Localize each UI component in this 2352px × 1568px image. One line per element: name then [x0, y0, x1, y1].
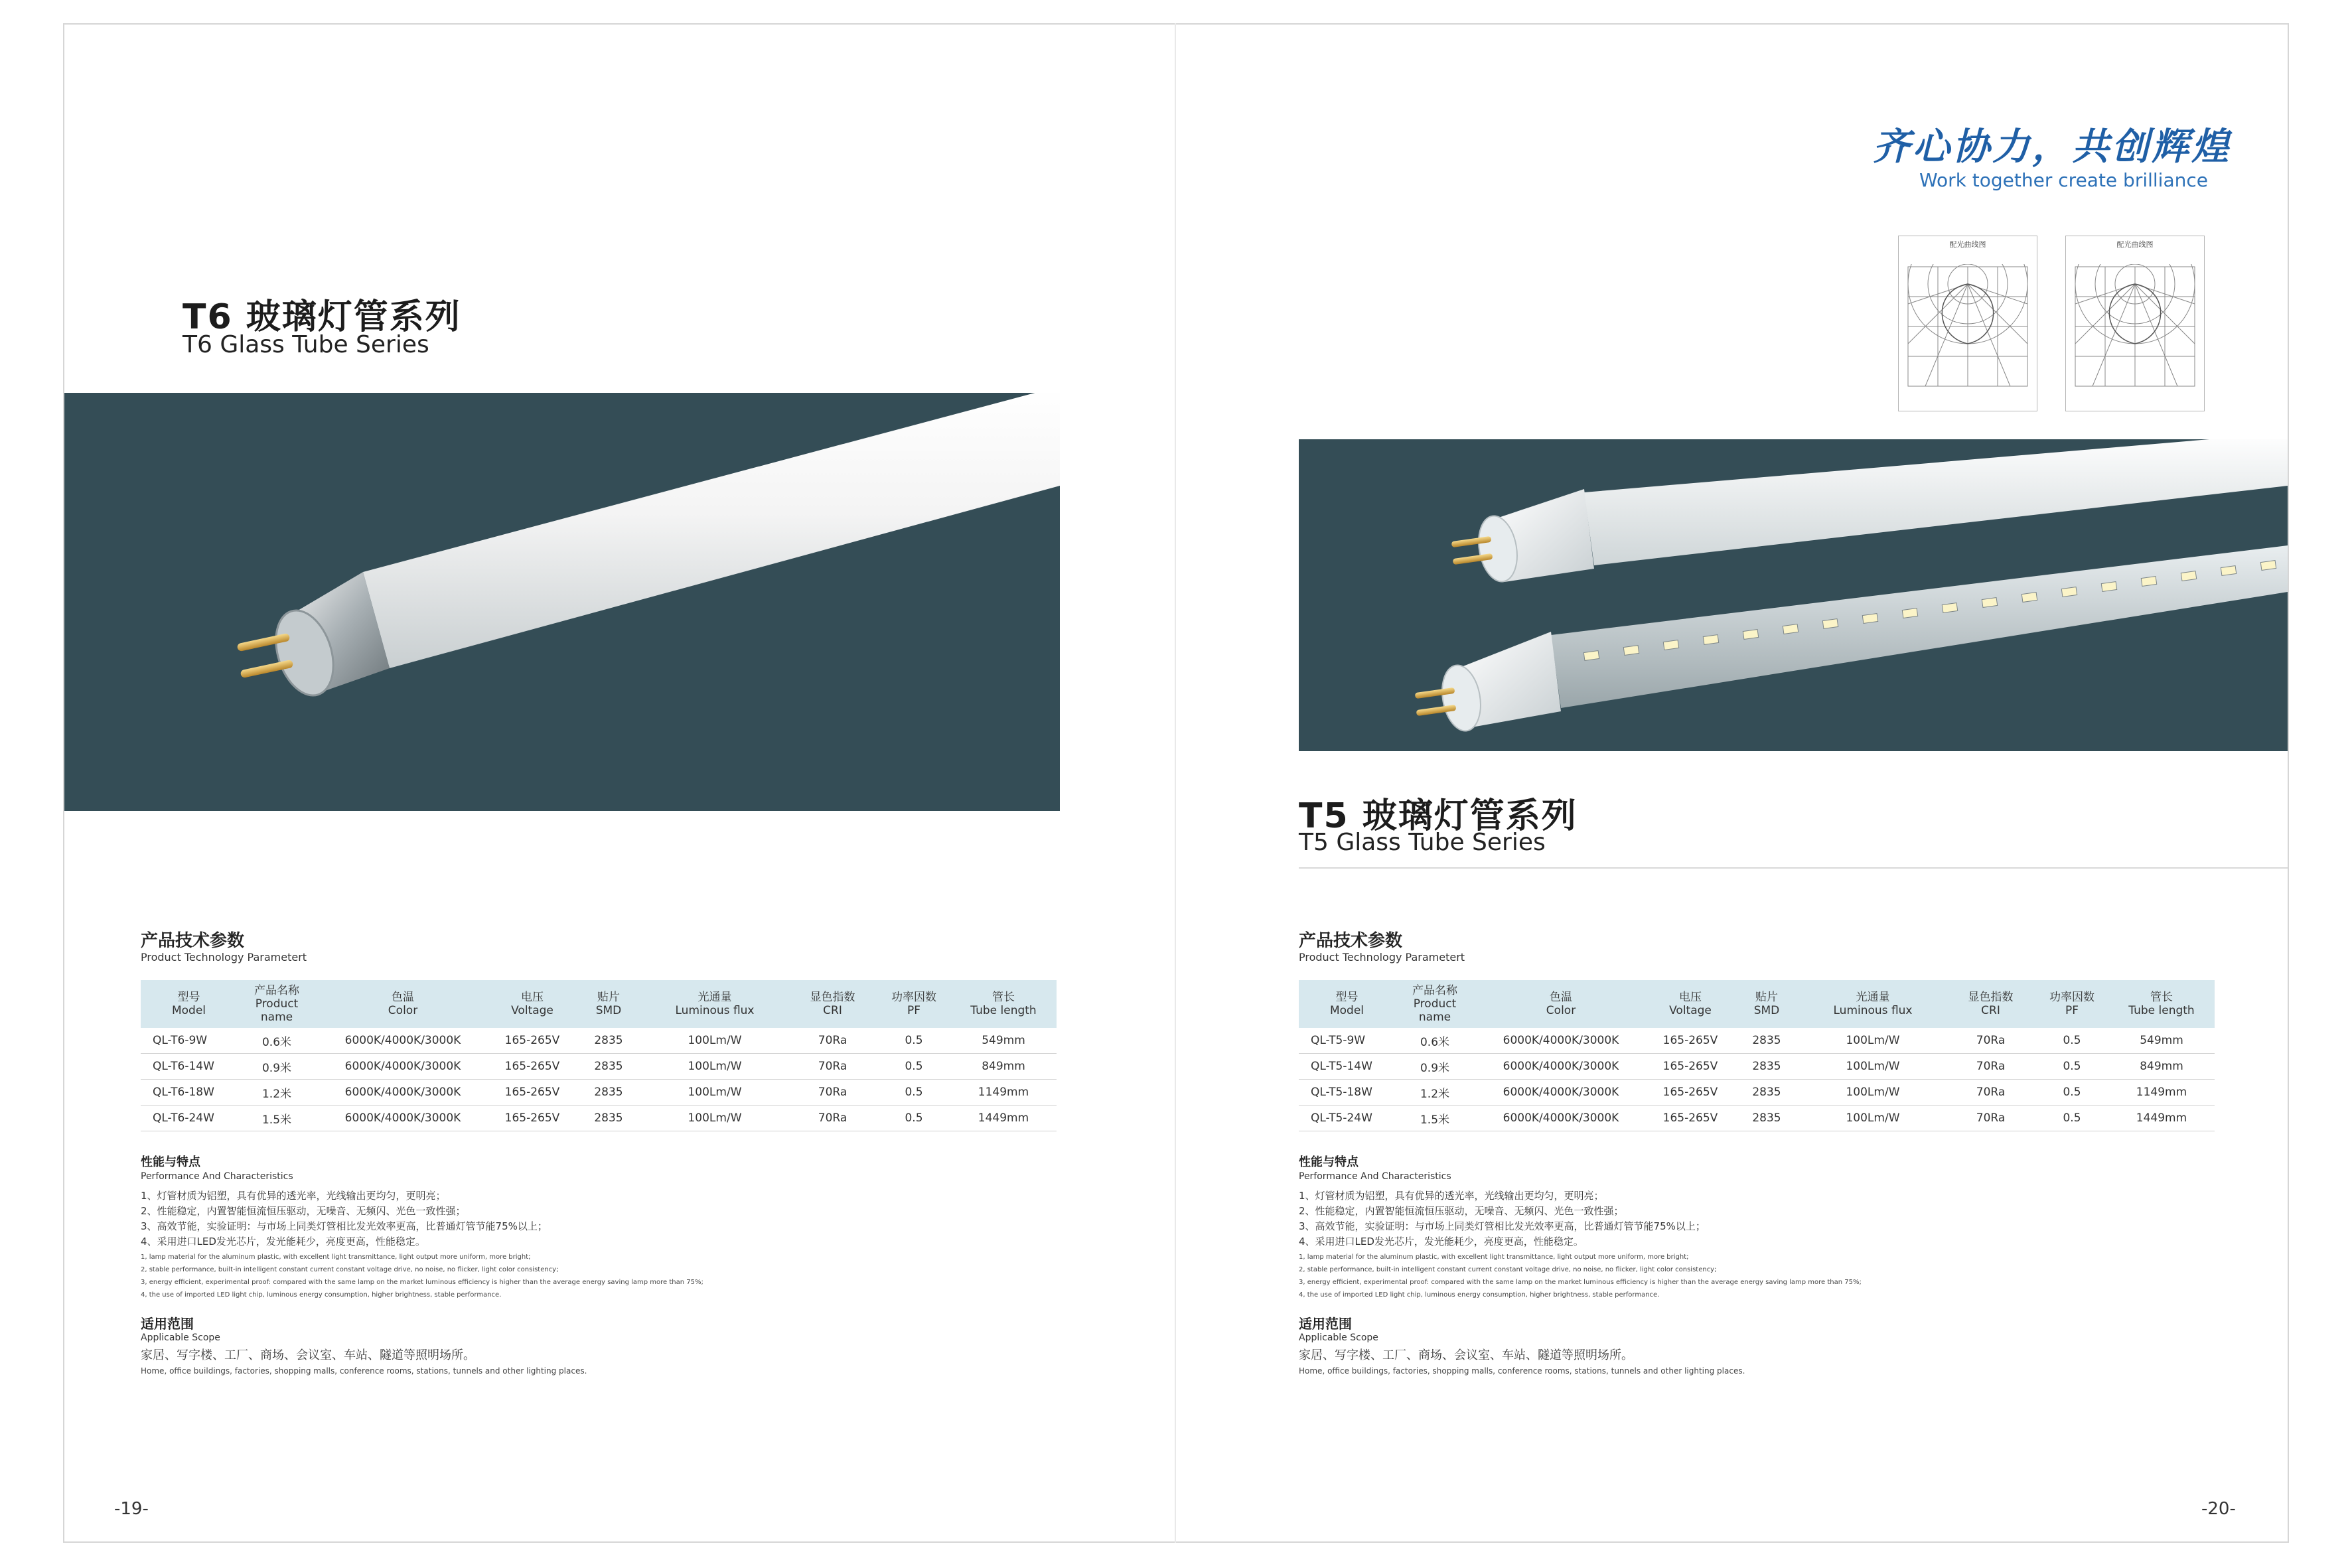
feature-en-line: 4, the use of imported LED light chip, luminous energy consumption, higher brightness, stable performance.: [141, 1291, 502, 1299]
t6-title-cn: T6 玻璃灯管系列: [183, 297, 461, 337]
feature-en-line: 1, lamp material for the aluminum plastic, with excellent light transmittance, light output more uniform, more bright;: [141, 1253, 531, 1261]
header-cn: 电压: [1679, 991, 1702, 1004]
table-cell: 165-265V: [1647, 1105, 1733, 1131]
table-cell: 1449mm: [2108, 1105, 2215, 1131]
table-header-cell: [1299, 980, 1395, 1028]
feature-cn-line: 1、灯管材质为铝塑，具有优异的透光率，光线输出更均匀，更明亮；: [1299, 1190, 1604, 1202]
feature-en-line: 2, stable performance, built-in intelligent constant current constant voltage drive, no noise, no flicker, light color consistency;: [1299, 1266, 1717, 1273]
scope-title-en: Applicable Scope: [141, 1332, 220, 1343]
t5-param-title-cn: 产品技术参数: [1299, 931, 1403, 951]
t6-product-photo: [64, 393, 1060, 811]
header-en: Color: [388, 1004, 418, 1017]
table-header-row: [1299, 980, 2215, 1028]
table-header-cell: [877, 980, 950, 1028]
table-row: [1299, 1054, 2215, 1080]
slogan-en: Work together create brilliance: [1919, 169, 2208, 191]
header-en: Voltage: [1669, 1004, 1712, 1017]
t6-param-title-en: Product Technology Parametert: [141, 951, 307, 963]
header-cn: 产品名称: [1412, 984, 1457, 997]
header-cn: 管长: [992, 991, 1015, 1004]
table-cell: 70Ra: [788, 1028, 877, 1054]
table-cell: 100Lm/W: [642, 1028, 788, 1054]
table-cell: 6000K/4000K/3000K: [1475, 1105, 1647, 1131]
table-cell: 2835: [575, 1054, 642, 1080]
header-en: PF: [2065, 1004, 2079, 1017]
table-cell: 165-265V: [489, 1028, 575, 1054]
feature-cn-line: 2、性能稳定，内置智能恒流恒压驱动，无噪音、无频闪、光色一致性强；: [141, 1205, 466, 1217]
table-cell: 165-265V: [1647, 1054, 1733, 1080]
table-cell: 0.5: [877, 1054, 950, 1080]
header-cn: 型号: [1335, 991, 1359, 1004]
title-divider: [1299, 867, 2288, 869]
polar-title: 配光曲线图: [1949, 240, 1986, 249]
scope-text-cn: 家居、写字楼、工厂、商场、会议室、车站、隧道等照明场所。: [1299, 1348, 1633, 1362]
table-header-cell: [950, 980, 1057, 1028]
table-cell: QL-T5-9W: [1299, 1028, 1395, 1054]
header-cn: 管长: [2150, 991, 2173, 1004]
feature-en-line: 1, lamp material for the aluminum plastic, with excellent light transmittance, light output more uniform, more bright;: [1299, 1253, 1689, 1261]
table-cell: 165-265V: [489, 1105, 575, 1131]
table-cell: 1.2米: [1395, 1080, 1475, 1105]
table-cell: QL-T6-9W: [141, 1028, 237, 1054]
table-cell: 0.9米: [237, 1054, 317, 1080]
table-cell: 0.6米: [1395, 1028, 1475, 1054]
feature-en-line: 3, energy efficient, experimental proof: compared with the same lamp on the market luminous efficiency is higher than the average energy saving lamp more than 75%;: [141, 1279, 703, 1286]
table-cell: 100Lm/W: [642, 1054, 788, 1080]
table-cell: QL-T5-14W: [1299, 1054, 1395, 1080]
table-cell: 0.5: [2035, 1028, 2108, 1054]
table-cell: 0.9米: [1395, 1054, 1475, 1080]
t5-param-title-en: Product Technology Parametert: [1299, 951, 1465, 963]
page-left: [64, 25, 1175, 1541]
header-en: PF: [907, 1004, 921, 1017]
table-cell: 0.5: [2035, 1105, 2108, 1131]
table-cell: 6000K/4000K/3000K: [317, 1028, 489, 1054]
scope-text-en: Home, office buildings, factories, shopping malls, conference rooms, stations, tunnels and other lighting places.: [1299, 1366, 1745, 1376]
table-cell: 165-265V: [489, 1080, 575, 1105]
table-header-cell: [642, 980, 788, 1028]
table-header-cell: [1475, 980, 1647, 1028]
feature-cn-line: 4、采用进口LED发光芯片，发光能耗少，亮度更高，性能稳定。: [1299, 1236, 1583, 1247]
table-cell: 6000K/4000K/3000K: [317, 1080, 489, 1105]
polar-title: 配光曲线图: [2116, 240, 2154, 249]
table-cell: 0.5: [877, 1105, 950, 1131]
table-cell: 70Ra: [1946, 1080, 2035, 1105]
header-cn: 色温: [1550, 991, 1572, 1004]
table-cell: 1449mm: [950, 1105, 1057, 1131]
table-row: [1299, 1028, 2215, 1054]
header-en: Model: [1329, 1004, 1364, 1017]
features-title-cn: 性能与特点: [141, 1155, 200, 1169]
table-cell: 6000K/4000K/3000K: [1475, 1054, 1647, 1080]
header-en: Tube length: [970, 1004, 1037, 1017]
table-cell: 549mm: [950, 1028, 1057, 1054]
feature-en-line: 2, stable performance, built-in intelligent constant current constant voltage drive, no noise, no flicker, light color consistency;: [141, 1266, 559, 1273]
feature-cn-line: 1、灯管材质为铝塑，具有优异的透光率，光线输出更均匀，更明亮；: [141, 1190, 446, 1202]
table-cell: 6000K/4000K/3000K: [1475, 1028, 1647, 1054]
table-cell: 6000K/4000K/3000K: [1475, 1080, 1647, 1105]
feature-cn-line: 4、采用进口LED发光芯片，发光能耗少，亮度更高，性能稳定。: [141, 1236, 425, 1247]
polar-grid: [1905, 264, 2030, 389]
table-cell: 1.5米: [237, 1105, 317, 1131]
table-cell: 1.5米: [1395, 1105, 1475, 1131]
light-distribution-chart-1: [1898, 236, 2037, 411]
table-cell: 100Lm/W: [1800, 1080, 1946, 1105]
table-cell: 0.5: [877, 1080, 950, 1105]
features-title-cn: 性能与特点: [1299, 1155, 1359, 1169]
table-cell: 1149mm: [2108, 1080, 2215, 1105]
table-header-cell: [489, 980, 575, 1028]
table-cell: 2835: [1733, 1028, 1800, 1054]
table-cell: 70Ra: [788, 1054, 877, 1080]
header-cn: 产品名称: [254, 984, 299, 997]
t5-title-en: T5 Glass Tube Series: [1299, 829, 1546, 856]
header-cn: 功率因数: [2049, 991, 2095, 1004]
table-header-cell: [317, 980, 489, 1028]
table-cell: 0.5: [877, 1028, 950, 1054]
table-header-cell: [1800, 980, 1946, 1028]
table-cell: 70Ra: [788, 1105, 877, 1131]
table-cell: 165-265V: [489, 1054, 575, 1080]
table-cell: 1149mm: [950, 1080, 1057, 1105]
table-cell: 2835: [575, 1080, 642, 1105]
table-header-cell: [1395, 980, 1475, 1028]
header-en: CRI: [1981, 1004, 2000, 1017]
feature-en-line: 3, energy efficient, experimental proof: compared with the same lamp on the market luminous efficiency is higher than the average energy saving lamp more than 75%;: [1299, 1279, 1862, 1286]
table-cell: 6000K/4000K/3000K: [317, 1105, 489, 1131]
table-cell: 0.5: [2035, 1054, 2108, 1080]
table-cell: 165-265V: [1647, 1080, 1733, 1105]
table-header-row: [141, 980, 1057, 1028]
feature-cn-line: 2、性能稳定，内置智能恒流恒压驱动，无噪音、无频闪、光色一致性强；: [1299, 1205, 1624, 1217]
table-cell: 849mm: [950, 1054, 1057, 1080]
scope-title-cn: 适用范围: [1299, 1316, 1352, 1332]
table-cell: QL-T6-14W: [141, 1054, 237, 1080]
scope-text-cn: 家居、写字楼、工厂、商场、会议室、车站、隧道等照明场所。: [141, 1348, 475, 1362]
table-row: [141, 1080, 1057, 1105]
table-header-cell: [1647, 980, 1733, 1028]
header-cn: 贴片: [597, 991, 620, 1004]
table-row: [1299, 1105, 2215, 1131]
t5-product-photo: [1299, 439, 2288, 751]
header-cn: 贴片: [1755, 991, 1778, 1004]
feature-en-line: 4, the use of imported LED light chip, luminous energy consumption, higher brightness, stable performance.: [1299, 1291, 1660, 1299]
scope-text-en: Home, office buildings, factories, shopping malls, conference rooms, stations, tunnels and other lighting places.: [141, 1366, 587, 1376]
table-cell: QL-T6-18W: [141, 1080, 237, 1105]
header-en: SMD: [1753, 1004, 1780, 1017]
table-cell: 70Ra: [1946, 1054, 2035, 1080]
table-header-cell: [2035, 980, 2108, 1028]
table-header-cell: [1946, 980, 2035, 1028]
header-cn: 显色指数: [810, 991, 855, 1004]
header-cn: 电压: [521, 991, 544, 1004]
table-cell: 6000K/4000K/3000K: [317, 1054, 489, 1080]
polar-grid: [2073, 264, 2197, 389]
table-row: [141, 1054, 1057, 1080]
table-row: [141, 1028, 1057, 1054]
header-en: CRI: [823, 1004, 842, 1017]
header-cn: 显色指数: [1968, 991, 2014, 1004]
header-en: Color: [1546, 1004, 1576, 1017]
table-cell: 1.2米: [237, 1080, 317, 1105]
table-header-cell: [1733, 980, 1800, 1028]
table-cell: 2835: [575, 1028, 642, 1054]
table-cell: QL-T6-24W: [141, 1105, 237, 1131]
table-header-cell: [575, 980, 642, 1028]
header-en: SMD: [595, 1004, 622, 1017]
table-row: [1299, 1080, 2215, 1105]
table-cell: 0.5: [2035, 1080, 2108, 1105]
t6-title-en: T6 Glass Tube Series: [183, 331, 429, 358]
table-cell: 849mm: [2108, 1054, 2215, 1080]
table-cell: QL-T5-18W: [1299, 1080, 1395, 1105]
table-cell: 2835: [1733, 1054, 1800, 1080]
table-cell: 70Ra: [1946, 1028, 2035, 1054]
header-en: Luminous flux: [675, 1004, 755, 1017]
t5-spec-table: [1299, 980, 2215, 1131]
page-number-20: -20-: [2201, 1499, 2236, 1519]
t5-features: [1299, 1153, 2261, 1378]
scope-title-en: Applicable Scope: [1299, 1332, 1378, 1343]
header-cn: 光通量: [698, 991, 732, 1004]
header-en: Voltage: [511, 1004, 553, 1017]
header-en: Luminous flux: [1833, 1004, 1913, 1017]
header-cn: 功率因数: [891, 991, 936, 1004]
light-distribution-chart-2: [2065, 236, 2205, 411]
header-en: Product name: [1413, 997, 1457, 1024]
table-header-cell: [237, 980, 317, 1028]
table-cell: 100Lm/W: [1800, 1028, 1946, 1054]
table-cell: 100Lm/W: [1800, 1105, 1946, 1131]
header-cn: 色温: [392, 991, 414, 1004]
t5-title-cn: T5 玻璃灯管系列: [1299, 796, 1578, 836]
table-cell: QL-T5-24W: [1299, 1105, 1395, 1131]
header-cn: 型号: [177, 991, 200, 1004]
table-cell: 165-265V: [1647, 1028, 1733, 1054]
table-header-cell: [141, 980, 237, 1028]
features-title-en: Performance And Characteristics: [141, 1171, 293, 1182]
table-cell: 549mm: [2108, 1028, 2215, 1054]
header-en: Tube length: [2128, 1004, 2195, 1017]
feature-cn-line: 3、高效节能，实验证明：与市场上同类灯管相比发光效率更高，比普通灯管节能75%以上；: [1299, 1220, 1706, 1232]
table-header-cell: [2108, 980, 2215, 1028]
page-right: [1176, 25, 2288, 1541]
table-row: [141, 1105, 1057, 1131]
page-number-19: -19-: [114, 1499, 149, 1519]
header-cn: 光通量: [1856, 991, 1890, 1004]
header-en: Model: [171, 1004, 206, 1017]
table-header-cell: [788, 980, 877, 1028]
table-cell: 2835: [1733, 1105, 1800, 1131]
t6-features: [141, 1153, 1103, 1378]
table-cell: 100Lm/W: [1800, 1054, 1946, 1080]
scope-title-cn: 适用范围: [141, 1316, 194, 1332]
t6-spec-table: [141, 980, 1057, 1131]
table-cell: 70Ra: [788, 1080, 877, 1105]
t6-param-title-cn: 产品技术参数: [141, 931, 245, 951]
table-cell: 2835: [575, 1105, 642, 1131]
header-en: Product name: [255, 997, 299, 1024]
slogan-cn: 齐心协力，共创辉煌: [1873, 125, 2231, 169]
table-cell: 100Lm/W: [642, 1080, 788, 1105]
table-cell: 70Ra: [1946, 1105, 2035, 1131]
table-cell: 0.6米: [237, 1028, 317, 1054]
table-cell: 2835: [1733, 1080, 1800, 1105]
features-title-en: Performance And Characteristics: [1299, 1171, 1451, 1182]
table-cell: 100Lm/W: [642, 1105, 788, 1131]
feature-cn-line: 3、高效节能，实验证明：与市场上同类灯管相比发光效率更高，比普通灯管节能75%以上；: [141, 1220, 548, 1232]
